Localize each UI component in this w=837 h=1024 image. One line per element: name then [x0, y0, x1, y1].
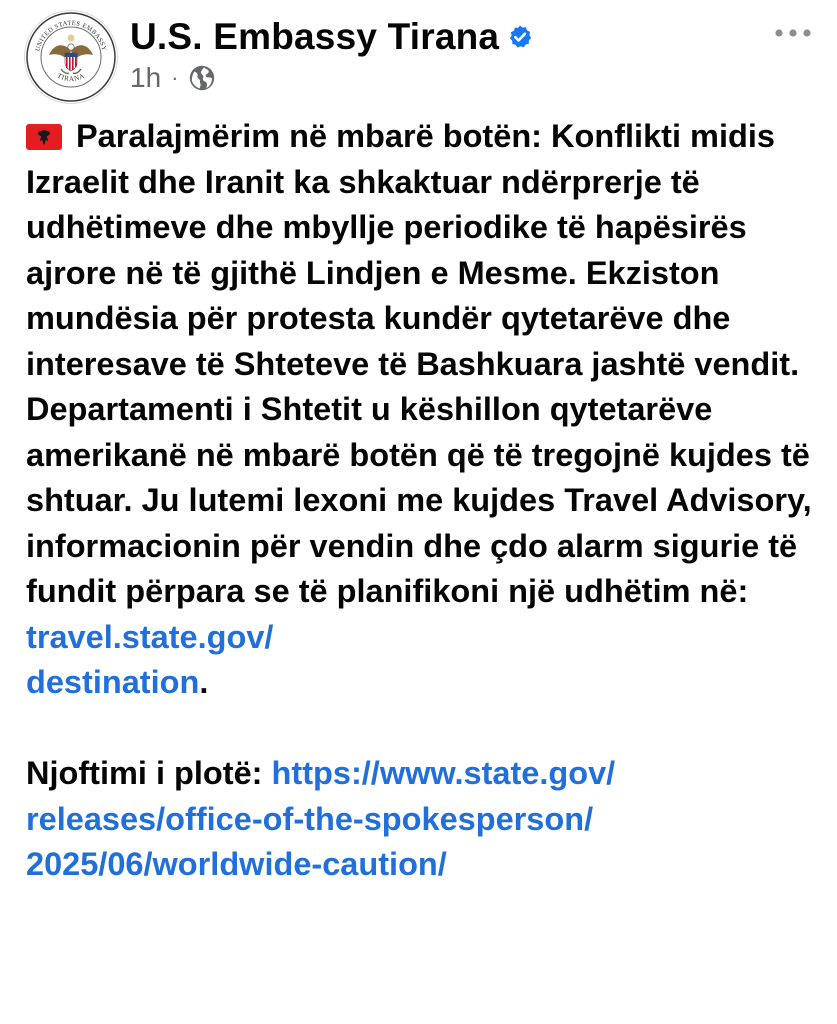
- post-timestamp[interactable]: 1h: [130, 62, 162, 93]
- paragraph-spacer: [26, 706, 816, 752]
- state-gov-link-part1[interactable]: https://www.state.gov/: [271, 755, 616, 791]
- full-notice-label: Njoftimi i plotë:: [26, 755, 263, 791]
- seal-text-top: UNITED STATES EMBASSY: [34, 19, 108, 52]
- state-gov-link-part3[interactable]: 2025/06/worldwide-caution/: [26, 846, 447, 882]
- seal-text-bottom: TIRANA: [55, 71, 87, 84]
- post-header: [0, 0, 837, 110]
- page-avatar[interactable]: [24, 10, 118, 104]
- post-body-period: .: [199, 664, 209, 700]
- embassy-seal-logo: [25, 11, 117, 103]
- post-text: [26, 114, 816, 888]
- travel-state-gov-link-part1[interactable]: travel.state.gov/: [26, 618, 274, 655]
- page-name-row: [130, 14, 533, 60]
- post-body-line-1: Paralajmërim në mbarë botën: Konflikti: [76, 118, 682, 154]
- page-name[interactable]: U.S. Embassy Tirana: [130, 16, 500, 57]
- verified-badge-icon: [507, 24, 533, 50]
- more-options-button[interactable]: [771, 18, 815, 48]
- post-paragraph-1: [26, 114, 816, 706]
- travel-state-gov-link-part2[interactable]: destination: [26, 664, 200, 700]
- globe-icon[interactable]: [188, 64, 216, 92]
- meta-separator: ·: [171, 65, 179, 90]
- state-gov-link-part2[interactable]: releases/office-of-the-spokesperson/: [26, 800, 594, 837]
- post-body-main: midis Izraelit dhe Iranit ka shkaktuar ndërprerje të udhëtimeve dhe mbyllje periodike të hapësirës ajrore në të gjithë Lindjen e Mesme. Ekziston mundësia për protesta kundër qytetarëve dhe interesave të Shteteve të Bashkuara jashtë vendit. Departamenti i Shtetit u këshillon qytetarëve amerikanë në mbarë botën që të tregojnë kujdes të shtuar. Ju lutemi lexoni me kujdes Travel Advisory, informacionin për vendin dhe çdo alarm sigurie të fundit përpara se të planifikoni një udhëtim në:: [26, 118, 812, 609]
- post-paragraph-2: [26, 751, 816, 888]
- post-meta: [130, 60, 216, 96]
- more-dots-icon: [773, 27, 813, 39]
- albania-flag-icon: [26, 117, 62, 143]
